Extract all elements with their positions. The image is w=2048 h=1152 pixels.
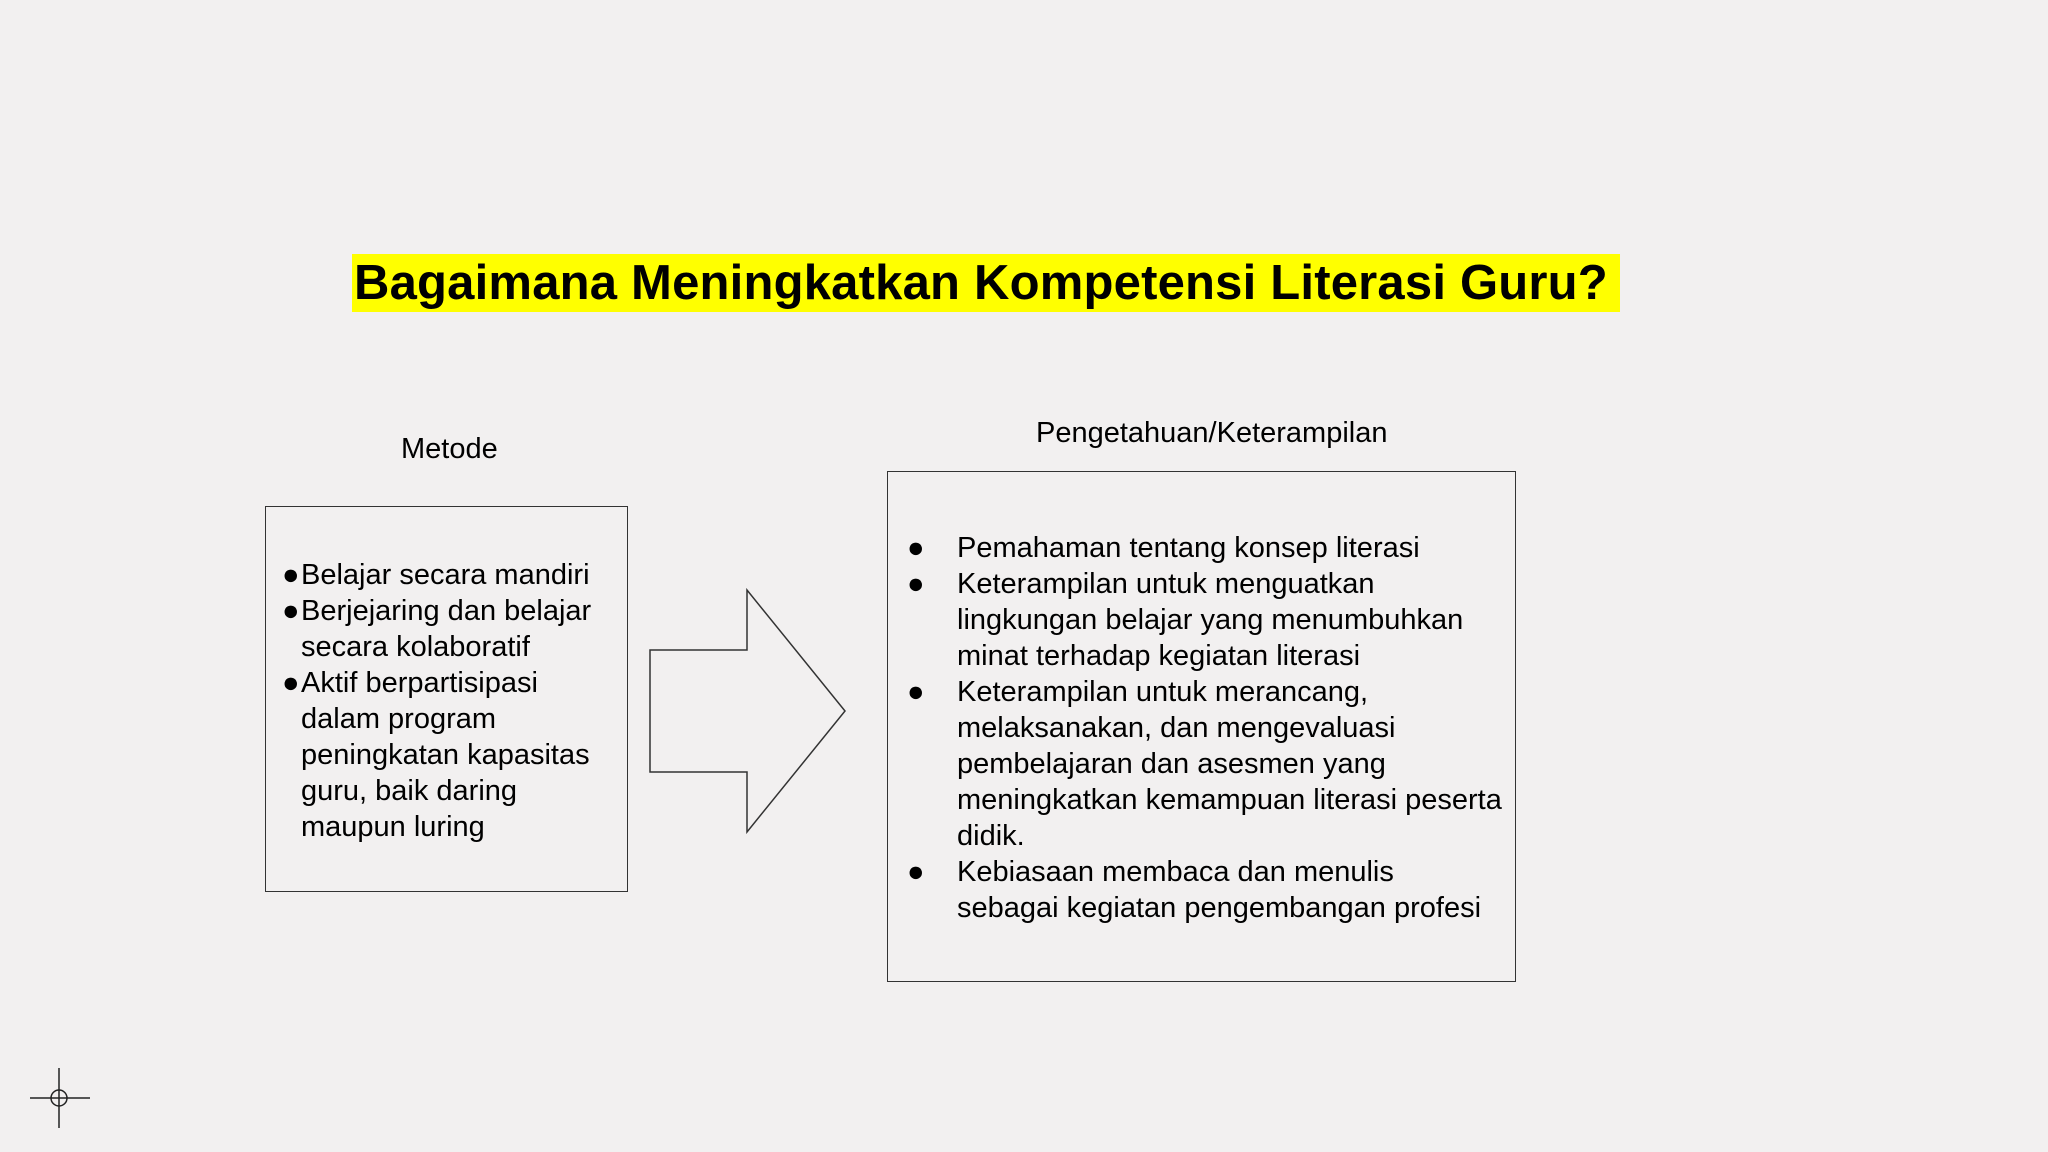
arrow-shape: [650, 590, 845, 832]
pengetahuan-box: [887, 471, 1516, 982]
list-item: [903, 530, 1503, 566]
list-item: [282, 593, 622, 665]
right-arrow-icon: [648, 588, 848, 834]
bullet-icon: ●: [907, 676, 925, 708]
list-item-text: Aktif berpartisipasi dalam program peningkatan kapasitas guru, baik daring maupun luring: [301, 667, 590, 843]
metode-label: Metode: [401, 433, 498, 465]
slide-title: Bagaimana Meningkatkan Kompetensi Literasi Guru?: [352, 254, 1620, 312]
pengetahuan-list: [903, 530, 1503, 926]
list-item-text: Belajar secara mandiri: [301, 559, 590, 591]
list-item-text: Keterampilan untuk menguatkan lingkungan belajar yang menumbuhkan minat terhadap kegiatan literasi: [957, 568, 1464, 672]
list-item: [903, 674, 1503, 854]
list-item-text: Keterampilan untuk merancang, melaksanakan, dan mengevaluasi pembelajaran dan asesmen yang meningkatkan kemampuan literasi peserta didik.: [957, 676, 1502, 852]
metode-box: [265, 506, 628, 892]
metode-list: [282, 557, 622, 845]
crosshair-icon[interactable]: [28, 1068, 92, 1132]
list-item-text: Kebiasaan membaca dan menulis sebagai kegiatan pengembangan profesi: [957, 856, 1482, 924]
list-item: [282, 665, 622, 845]
list-item: [903, 854, 1503, 926]
list-item-text: Berjejaring dan belajar secara kolaboratif: [301, 595, 592, 663]
list-item: [903, 566, 1503, 674]
bullet-icon: ●: [282, 559, 300, 591]
bullet-icon: ●: [282, 595, 300, 627]
list-item: [282, 557, 622, 593]
bullet-icon: ●: [282, 667, 300, 699]
pengetahuan-label: Pengetahuan/Keterampilan: [1036, 417, 1388, 449]
bullet-icon: ●: [907, 856, 925, 888]
bullet-icon: ●: [907, 532, 925, 564]
list-item-text: Pemahaman tentang konsep literasi: [957, 532, 1420, 564]
bullet-icon: ●: [907, 568, 925, 600]
